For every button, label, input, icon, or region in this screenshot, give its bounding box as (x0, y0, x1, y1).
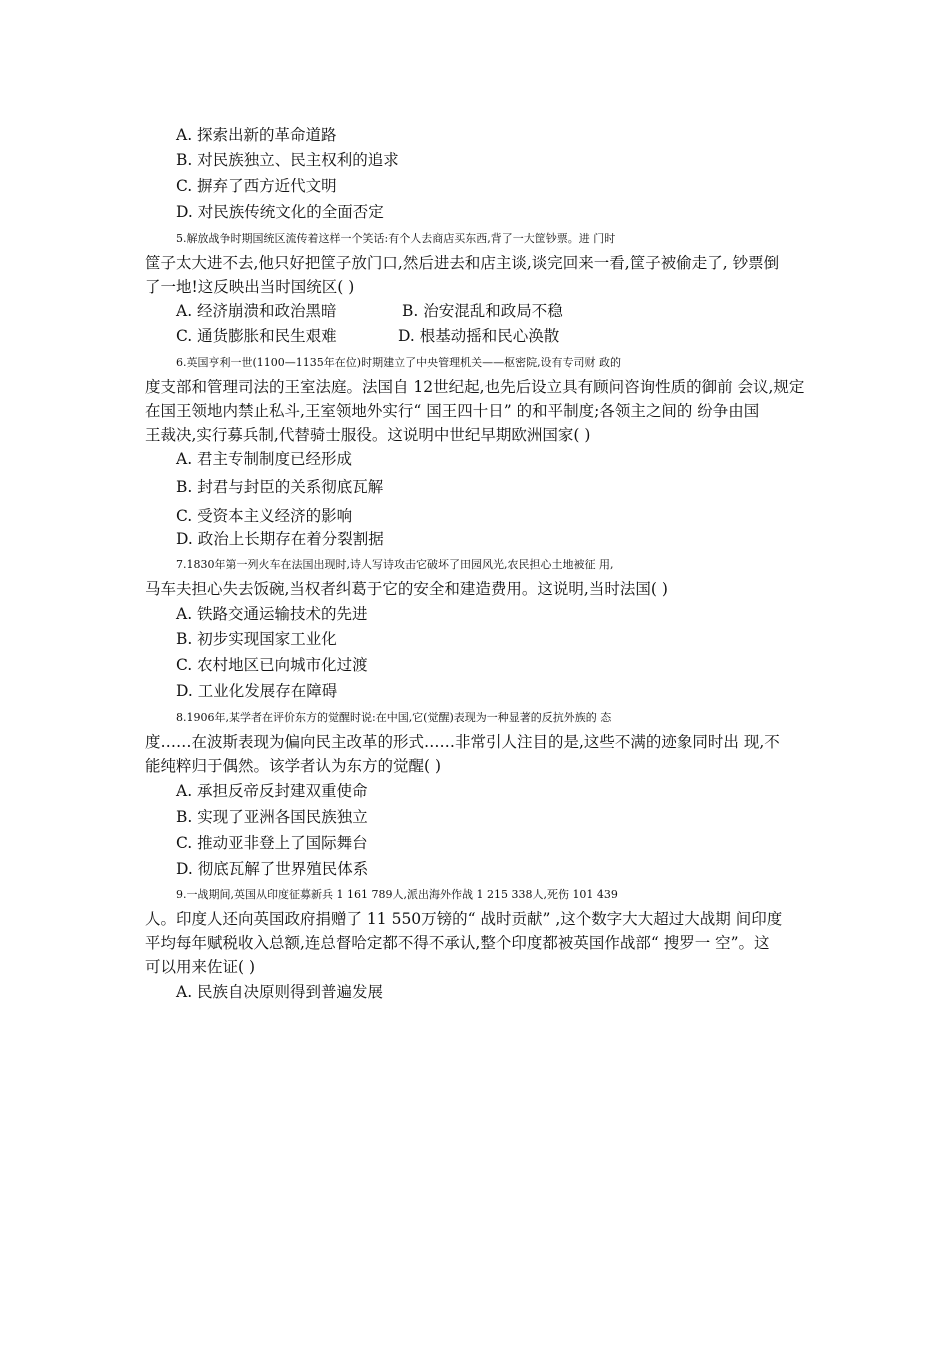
q4-option-c: C. 摒弃了西方近代文明 (176, 177, 337, 195)
q6-stem-line-3: 在国王领地内禁止私斗,王室领地外实行“ 国王四十日” 的和平制度;各领主之间的 纷争由国 (145, 402, 760, 420)
q7-stem-line-1: 7.1830年第一列火车在法国出现时,诗人写诗攻击它破坏了田园风光,农民担心土地被征 用, (176, 558, 614, 571)
q9-option-a: A. 民族自决原则得到普遍发展 (176, 983, 384, 1001)
q4-option-a: A. 探索出新的革命道路 (176, 126, 337, 144)
q8-stem-line-3: 能纯粹归于偶然。该学者认为东方的觉醒( ) (145, 757, 442, 775)
q7-stem-line-2: 马车夫担心失去饭碗,当权者纠葛于它的安全和建造费用。这说明,当时法国( ) (145, 580, 668, 598)
q5-option-d: D. 根基动摇和民心涣散 (398, 327, 560, 345)
q6-option-b: B. 封君与封臣的关系彻底瓦解 (176, 478, 384, 496)
q9-stem-line-4: 可以用来佐证( ) (145, 958, 256, 976)
q6-stem-line-2: 度支部和管理司法的王室法庭。法国自 12世纪起,也先后设立具有顾问咨询性质的御前 会议,规定 (145, 378, 805, 396)
q6-option-c: C. 受资本主义经济的影响 (176, 507, 353, 525)
q9-stem-line-3: 平均每年赋税收入总额,连总督哈定都不得不承认,整个印度都被英国作战部“ 搜罗一 空”。这 (145, 934, 770, 952)
q6-stem-line-4: 王裁决,实行募兵制,代替骑士服役。这说明中世纪早期欧洲国家( ) (145, 426, 591, 444)
q5-stem-line-2: 筐子太大进不去,他只好把筐子放门口,然后进去和店主谈,谈完回来一看,筐子被偷走了, 钞票倒 (145, 254, 780, 272)
q7-option-b: B. 初步实现国家工业化 (176, 630, 337, 648)
q5-option-b: B. 治安混乱和政局不稳 (402, 302, 563, 320)
q8-stem-line-1: 8.1906年,某学者在评价东方的觉醒时说:在中国,它(觉醒)表现为一种显著的反抗外族的 态 (176, 711, 612, 724)
q5-stem-line-1: 5.解放战争时期国统区流传着这样一个笑话:有个人去商店买东西,背了一大筐钞票。进 门时 (176, 232, 616, 245)
q9-stem-line-2: 人。印度人还向英国政府捐赠了 11 550万镑的“ 战时贡献” ,这个数字大大超过大战期 间印度 (145, 910, 783, 928)
q5-option-a: A. 经济崩溃和政治黑暗 (176, 302, 337, 320)
q7-option-a: A. 铁路交通运输技术的先进 (176, 605, 368, 623)
q8-stem-line-2: 度……在波斯表现为偏向民主改革的形式……非常引人注目的是,这些不满的迹象同时出 现,不 (145, 733, 780, 751)
q7-option-c: C. 农村地区已向城市化过渡 (176, 656, 368, 674)
q4-option-b: B. 对民族独立、民主权利的追求 (176, 151, 399, 169)
q7-option-d: D. 工业化发展存在障碍 (176, 682, 338, 700)
q8-option-c: C. 推动亚非登上了国际舞台 (176, 834, 368, 852)
q5-option-c: C. 通货膨胀和民生艰难 (176, 327, 337, 345)
q9-stem-line-1: 9.一战期间,英国从印度征募新兵 1 161 789人,派出海外作战 1 215 338人,死伤 101 439 (176, 888, 618, 901)
q8-option-d: D. 彻底瓦解了世界殖民体系 (176, 860, 369, 878)
q8-option-a: A. 承担反帝反封建双重使命 (176, 782, 368, 800)
q6-option-a: A. 君主专制制度已经形成 (176, 450, 353, 468)
q5-stem-line-3: 了一地!这反映出当时国统区( ) (145, 278, 355, 296)
q4-option-d: D. 对民族传统文化的全面否定 (176, 203, 384, 221)
q8-option-b: B. 实现了亚洲各国民族独立 (176, 808, 368, 826)
q6-option-d: D. 政治上长期存在着分裂割据 (176, 530, 384, 548)
q6-stem-line-1: 6.英国亨利一世(1100—1135年在位)时期建立了中央管理机关——枢密院,设有专司财 政的 (176, 356, 622, 369)
